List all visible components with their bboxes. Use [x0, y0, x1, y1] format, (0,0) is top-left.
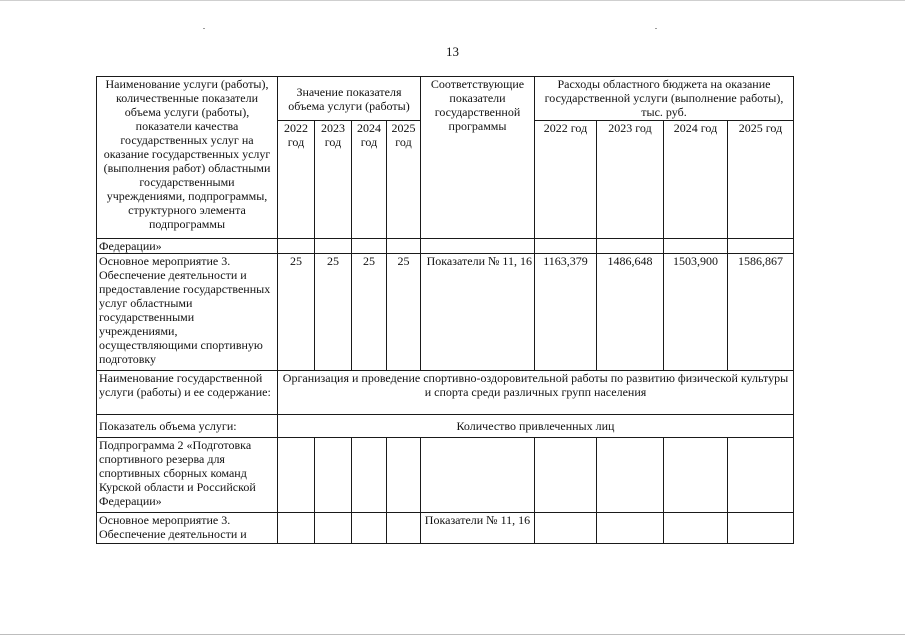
header-expense-group: Расходы областного бюджета на оказание государственной услуги (выполнение работы), тыс. руб.	[535, 77, 794, 121]
header-year-2023: 2023 год	[315, 121, 352, 239]
header-year-2024: 2024 год	[352, 121, 387, 239]
row-measure3-indicators: Показатели № 11, 16	[421, 254, 535, 371]
table-row	[97, 415, 794, 438]
service-name-text: Организация и проведение спортивно-оздоровительной работы по развитию физической культуры и спорта среди различных групп населения	[278, 371, 794, 415]
table-row	[97, 371, 794, 415]
header-value-group: Значение показателя объема услуги (работы)	[278, 77, 421, 121]
row-measure3b-indicators: Показатели № 11, 16	[421, 513, 535, 544]
volume-indicator-label: Показатель объема услуги:	[97, 415, 278, 438]
row-measure3-value-2024: 25	[352, 254, 387, 371]
row-measure3-value-2025: 25	[387, 254, 421, 371]
subprogram2-name: Подпрограмма 2 «Подготовка спортивного резерва для спортивных сборных команд Курской области и Российской Федерации»	[97, 438, 278, 513]
row-measure3-expense-2024: 1503,900	[664, 254, 728, 371]
page-number: 13	[446, 44, 459, 59]
table-row	[97, 239, 794, 254]
header-indicators-column: Соответствующие показатели государственной программы	[421, 77, 535, 239]
row-measure3b-name: Основное мероприятие 3. Обеспечение деятельности и	[97, 513, 278, 544]
scan-top-edge	[0, 0, 905, 1]
scan-speck	[203, 28, 205, 29]
table-row	[97, 438, 794, 513]
service-name-label: Наименование государственной услуги (работы) и ее содержание:	[97, 371, 278, 415]
scan-speck	[655, 28, 657, 29]
header-expense-year-2022: 2022 год	[535, 121, 597, 239]
header-name-column: Наименование услуги (работы), количественные показатели объема услуги (работы), показатели качества государственных услуг на оказание государственных услуг (выполнения работ) областными государственными учреждениями, подпрограммы, структурного элемента подпрограммы	[97, 77, 278, 239]
header-expense-year-2024: 2024 год	[664, 121, 728, 239]
table-row	[97, 513, 794, 544]
budget-table	[96, 76, 794, 544]
volume-indicator-text: Количество привлеченных лиц	[278, 415, 794, 438]
row-measure3-expense-2022: 1163,379	[535, 254, 597, 371]
header-year-2022: 2022 год	[278, 121, 315, 239]
header-expense-year-2023: 2023 год	[597, 121, 664, 239]
row-measure3-value-2023: 25	[315, 254, 352, 371]
row-measure3-name: Основное мероприятие 3. Обеспечение деятельности и предоставление государственных услуг областными государственными учреждениями, осуществляющими спортивную подготовку	[97, 254, 278, 371]
row-measure3-value-2022: 25	[278, 254, 315, 371]
scan-bottom-edge	[0, 634, 905, 635]
row-measure3-expense-2023: 1486,648	[597, 254, 664, 371]
header-row-1	[97, 77, 794, 121]
header-expense-year-2025: 2025 год	[728, 121, 794, 239]
row-measure3-expense-2025: 1586,867	[728, 254, 794, 371]
row-federation-name: Федерации»	[97, 239, 278, 254]
table-row	[97, 254, 794, 371]
header-year-2025: 2025 год	[387, 121, 421, 239]
